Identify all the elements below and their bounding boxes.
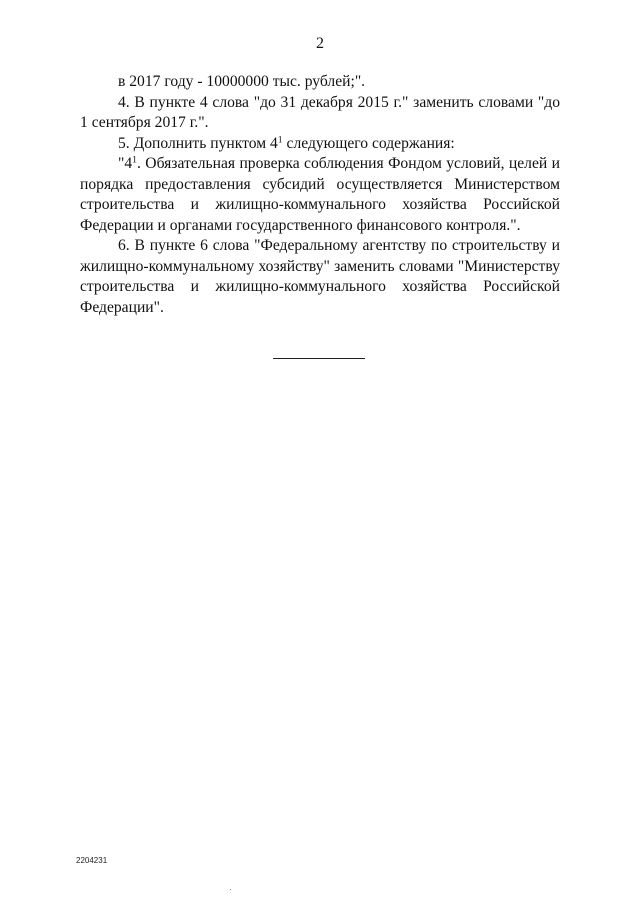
superscript-one: 1: [132, 154, 137, 166]
document-code: 2204231: [76, 856, 108, 865]
paragraph-item-5-text: 5. Дополнить пунктом 4: [118, 134, 278, 152]
paragraph-item-4-1: [80, 154, 560, 236]
paragraph-item-5-tail: следующего содержания:: [282, 134, 455, 152]
paragraph-item-4-1-lead: "4: [118, 155, 133, 172]
paragraph-item-5: [80, 134, 560, 155]
page-number: 2: [316, 35, 324, 52]
paragraph-item-4-1-text: . Обязательная проверка соблюдения Фондом условий, целей и порядка предоставления субсидий осуществляется Министерством строительства и жилищно-коммунального хозяйства Российской Федерации и органами государственного финансового контроля.".: [80, 155, 560, 234]
document-body: [80, 72, 560, 318]
paragraph-2017-amount: в 2017 году - 10000000 тыс. рублей;".: [118, 73, 366, 90]
end-of-text-rule: [273, 358, 365, 359]
paragraph-item-4: 4. В пункте 4 слова "до 31 декабря 2015 г." заменить словами "до 1 сентября 2017 г.".: [80, 93, 560, 131]
paragraph-item-6: 6. В пункте 6 слова "Федеральному агентству по строительству и жилищно-коммунальному хозяйству" заменить словами "Министерству строительства и жилищно-коммунального хозяйства Российской Федерации".: [80, 237, 560, 316]
scan-speck: [230, 889, 231, 890]
superscript-one: 1: [277, 134, 283, 146]
